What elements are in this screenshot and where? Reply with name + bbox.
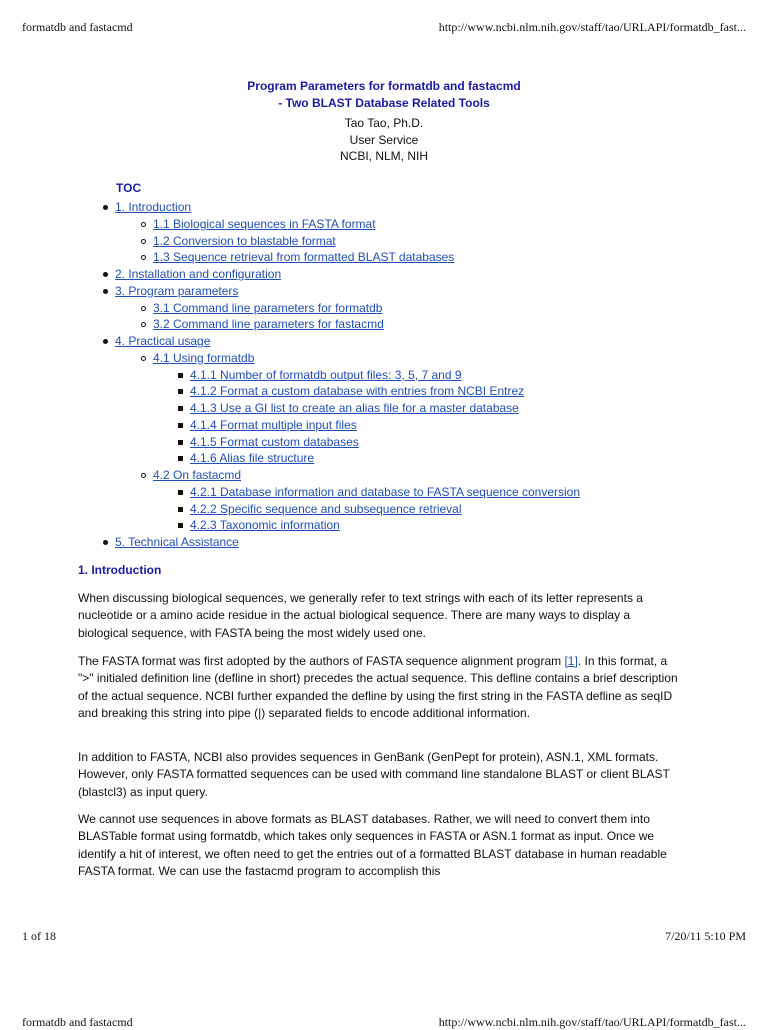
next-page-header-url: http://www.ncbi.nlm.nih.gov/staff/tao/URLAPI/formatdb_fast...	[438, 1015, 746, 1029]
toc-item	[115, 534, 239, 550]
page-number: 1 of 18	[22, 929, 56, 943]
toc-bullet	[103, 540, 108, 545]
toc-bullet	[141, 306, 146, 311]
paragraph-text: The FASTA format was first adopted by the authors of FASTA sequence alignment program	[78, 654, 565, 668]
toc-heading: TOC	[116, 181, 142, 195]
toc-item	[190, 367, 462, 383]
toc-item	[153, 216, 376, 232]
toc-item	[190, 501, 462, 517]
toc-link[interactable]: 1. Introduction	[115, 200, 192, 214]
toc-link[interactable]: 4.1.5 Format custom databases	[190, 434, 359, 449]
doc-title: Program Parameters for formatdb and fastacmd	[247, 79, 521, 93]
toc-item	[190, 517, 340, 533]
toc-item	[190, 484, 580, 500]
toc-bullet	[141, 222, 146, 227]
print-timestamp: 7/20/11 5:10 PM	[665, 929, 746, 943]
toc-item	[190, 417, 357, 433]
toc-bullet	[178, 523, 183, 528]
intro-paragraph-3: In addition to FASTA, NCBI also provides sequences in GenBank (GenPept for protein), ASN.1, XML formats. However, only FASTA formatted sequences can be used with command line standalone BLAST or client BLAST (blastcl3) as input query.	[78, 750, 670, 799]
toc-item	[115, 333, 210, 349]
toc-item	[115, 283, 238, 299]
toc-bullet	[141, 255, 146, 260]
toc-item	[153, 316, 384, 332]
toc-bullet	[141, 473, 146, 478]
author-name: Tao Tao, Ph.D.	[344, 116, 424, 130]
toc-item	[153, 467, 241, 483]
toc-link[interactable]: 4.1.2 Format a custom database with entries from NCBI Entrez	[190, 384, 525, 399]
toc-bullet	[178, 490, 183, 495]
toc-bullet	[103, 272, 108, 277]
toc-bullet	[178, 456, 183, 461]
toc-item	[190, 400, 519, 416]
author-org: NCBI, NLM, NIH	[339, 149, 428, 163]
toc-link[interactable]: 5. Technical Assistance	[115, 535, 239, 549]
toc-item	[153, 233, 336, 249]
toc-link[interactable]: 4.1.6 Alias file structure	[190, 451, 315, 466]
toc-item	[115, 199, 191, 215]
toc-link[interactable]: 4. Practical usage	[115, 334, 211, 348]
paragraph-text: . In this format, a ">" initialed definition line (defline in short) precedes the actual sequence. This defline contains a brief description of the actual sequence. NCBI further expanded the defline by using the first string in the FASTA defline as seqID and breaking this string into pipe (|) separated fields to encode additional information.	[78, 654, 678, 720]
reference-link-1[interactable]: [1]	[564, 654, 578, 668]
author-dept: User Service	[349, 133, 419, 147]
toc-link[interactable]: 4.1.4 Format multiple input files	[190, 417, 357, 432]
next-page-header-title: formatdb and fastacmd	[22, 1015, 133, 1029]
toc-link[interactable]: 3.2 Command line parameters for fastacmd	[153, 317, 384, 332]
toc-item	[190, 434, 359, 450]
doc-subtitle: - Two BLAST Database Related Tools	[278, 96, 490, 110]
page-header-url: http://www.ncbi.nlm.nih.gov/staff/tao/URLAPI/formatdb_fast...	[438, 20, 746, 34]
intro-paragraph-2	[78, 653, 678, 722]
toc-bullet	[141, 322, 146, 327]
toc-bullet	[178, 440, 183, 445]
toc-link[interactable]: 4.2.1 Database information and database to FASTA sequence conversion	[190, 484, 581, 499]
toc-item	[153, 300, 382, 316]
toc-link[interactable]: 4.1.1 Number of formatdb output files: 3, 5, 7 and 9	[190, 367, 462, 382]
toc-link[interactable]: 4.1 Using formatdb	[153, 350, 255, 365]
toc-bullet	[178, 507, 183, 512]
section-heading-introduction: 1. Introduction	[78, 563, 162, 577]
toc-link[interactable]: 1.3 Sequence retrieval from formatted BLAST databases	[153, 250, 455, 265]
toc-bullet	[178, 373, 183, 378]
toc-link[interactable]: 2. Installation and configuration	[115, 267, 282, 281]
toc-item	[153, 249, 454, 265]
toc-bullet	[178, 423, 183, 428]
toc-link[interactable]: 3.1 Command line parameters for formatdb	[153, 300, 383, 315]
toc-bullet	[141, 239, 146, 244]
page-header-title: formatdb and fastacmd	[22, 20, 133, 34]
toc-bullet	[141, 356, 146, 361]
toc-link[interactable]: 4.2 On fastacmd	[153, 468, 242, 482]
toc-link[interactable]: 1.2 Conversion to blastable format	[153, 233, 336, 248]
toc-link[interactable]: 1.1 Biological sequences in FASTA format	[153, 216, 376, 231]
intro-paragraph-1: When discussing biological sequences, we generally refer to text strings with each of its letter represents a nucleotide or a amino acide residue in the actual biological sequence. There are many ways to display a biological sequence, with FASTA being the most widely used one.	[78, 591, 643, 640]
toc-link[interactable]: 4.1.3 Use a GI list to create an alias file for a master database	[190, 401, 519, 415]
toc-item	[115, 266, 281, 282]
intro-paragraph-4: We cannot use sequences in above formats as BLAST databases. Rather, we will need to convert them into BLASTable format using formatdb, which takes only sequences in FASTA or ASN.1 format as input. Once we identify a hit of interest, we often need to get the entries out of a formatted BLAST database in human readable FASTA format. We can use the fastacmd program to accomplish this	[78, 812, 667, 878]
toc-item	[190, 383, 524, 399]
toc-bullet	[178, 406, 183, 411]
toc-link[interactable]: 4.2.2 Specific sequence and subsequence retrieval	[190, 501, 462, 516]
toc-bullet	[103, 205, 108, 210]
toc-bullet	[103, 339, 108, 344]
toc-bullet	[178, 389, 183, 394]
toc-bullet	[103, 289, 108, 294]
toc-link[interactable]: 3. Program parameters	[115, 283, 239, 298]
toc-item	[190, 450, 314, 466]
toc-item	[153, 350, 254, 366]
toc-link[interactable]: 4.2.3 Taxonomic information	[190, 518, 340, 533]
